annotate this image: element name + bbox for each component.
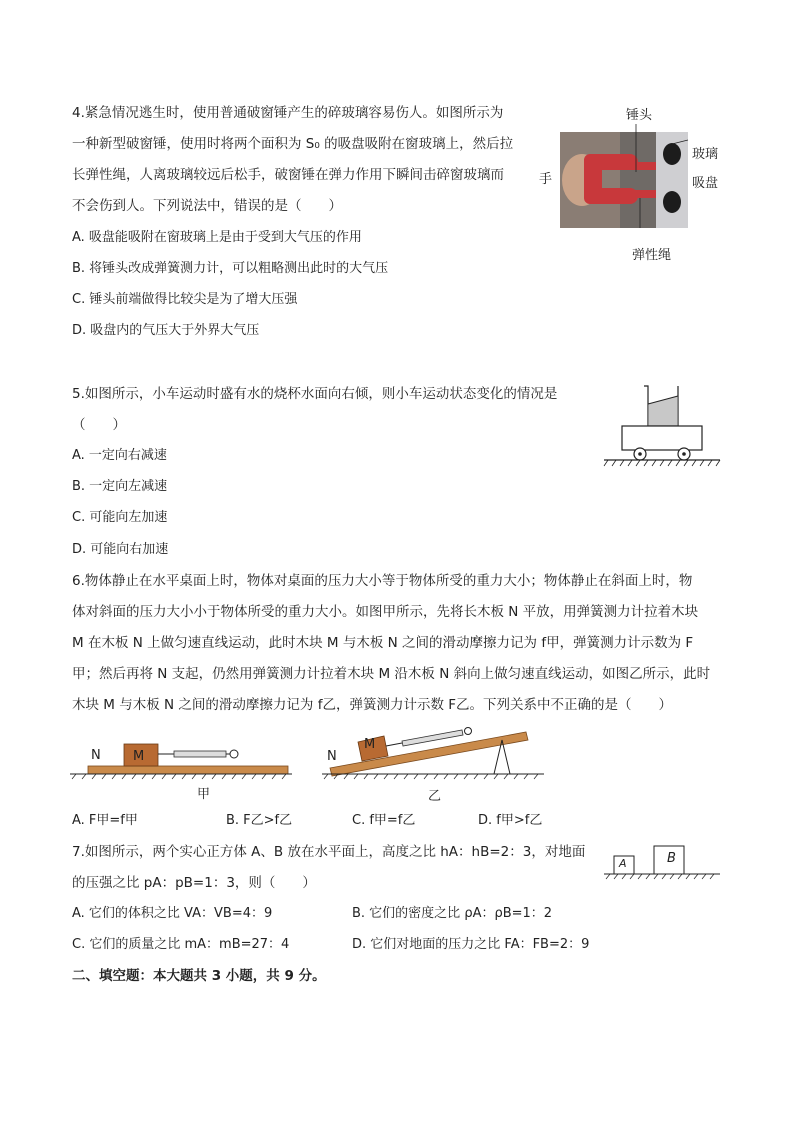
section-2-heading: 二、填空题：本大题共 3 小题，共 9 分。: [72, 968, 326, 984]
cart-beaker-figure: [604, 382, 720, 472]
q7-option-c: C. 它们的质量之比 mA：mB=27：4: [72, 937, 290, 952]
q4-label-hand: 手: [539, 172, 553, 187]
q7-option-d: D. 它们对地面的压力之比 FA：FB=2：9: [352, 937, 590, 952]
q7-text-line-1: 7.如图所示，两个实心正方体 A、B 放在水平面上，高度之比 hA：hB=2：3，对地面: [72, 844, 586, 860]
figure-jia-horizontal-board: [70, 732, 292, 786]
q4-option-a: A. 吸盘能吸附在窗玻璃上是由于受到大气压的作用: [72, 230, 362, 245]
q5-option-d: D. 可能向右加速: [72, 542, 169, 557]
q7-label-cube-b: B: [667, 851, 676, 866]
q4-option-c: C. 锤头前端做得比较尖是为了增大压强: [72, 292, 298, 307]
q6-label-m-yi: M: [364, 737, 376, 752]
q4-option-b: B. 将锤头改成弹簧测力计，可以粗略测出此时的大气压: [72, 261, 389, 276]
q7-label-cube-a: A: [619, 857, 627, 870]
q6-caption-jia: 甲: [197, 787, 211, 802]
q6-option-c: C. f甲=f乙: [352, 813, 416, 828]
q6-text-line-4: 甲；然后再将 N 支起，仍然用弹簧测力计拉着木块 M 沿木板 N 斜向上做匀速直线运动，如图乙所示，此时: [72, 666, 711, 682]
q5-text-line-1: 5.如图所示，小车运动时盛有水的烧杯水面向右倾，则小车运动状态变化的情况是: [72, 386, 558, 402]
q6-label-n-jia: N: [91, 748, 101, 763]
q6-option-b: B. F乙>f乙: [226, 813, 293, 828]
q6-label-n-yi: N: [327, 749, 337, 764]
q7-option-b: B. 它们的密度之比 ρA：ρB=1：2: [352, 906, 553, 921]
q4-label-hammer: 锤头: [626, 108, 653, 123]
q5-option-c: C. 可能向左加速: [72, 510, 168, 525]
q4-text-line-4: 不会伤到人。下列说法中，错误的是（ ）: [72, 198, 342, 214]
q6-text-line-3: M 在木板 N 上做匀速直线运动，此时木块 M 与木板 N 之间的滑动摩擦力记为 f甲，弹簧测力计示数为 F: [72, 635, 694, 651]
q6-option-d: D. f甲>f乙: [478, 813, 543, 828]
q7-text-line-2: 的压强之比 pA：pB=1：3，则（ ）: [72, 875, 316, 891]
q4-label-glass: 玻璃: [692, 147, 719, 162]
q4-label-cup: 吸盘: [692, 176, 719, 191]
hammer-photo: [560, 132, 688, 228]
q5-option-b: B. 一定向左减速: [72, 479, 168, 494]
q4-text-line-1: 4.紧急情况逃生时，使用普通破窗锤产生的碎玻璃容易伤人。如图所示为: [72, 105, 504, 121]
q4-text-line-3: 长弹性绳，人离玻璃较远后松手，破窗锤在弹力作用下瞬间击碎窗玻璃而: [72, 167, 504, 183]
q4-option-d: D. 吸盘内的气压大于外界大气压: [72, 323, 260, 338]
q6-text-line-5: 木块 M 与木板 N 之间的滑动摩擦力记为 f乙，弹簧测力计示数 F乙。下列关系中不正确的是（ ）: [72, 697, 673, 713]
q6-label-m-jia: M: [133, 749, 145, 764]
q4-label-cord: 弹性绳: [632, 248, 672, 263]
q6-text-line-1: 6.物体静止在水平桌面上时，物体对桌面的压力大小等于物体所受的重力大小；物体静止在斜面上时，物: [72, 573, 693, 589]
q5-option-a: A. 一定向右减速: [72, 448, 167, 463]
figure-yi-inclined-board: [322, 728, 544, 786]
q7-option-a: A. 它们的体积之比 VA：VB=4：9: [72, 906, 273, 921]
q4-text-line-2: 一种新型破窗锤，使用时将两个面积为 S₀ 的吸盘吸附在窗玻璃上，然后拉: [72, 136, 514, 152]
q6-option-a: A. F甲=f甲: [72, 813, 138, 828]
q5-text-line-2: （ ）: [72, 417, 126, 433]
q6-caption-yi: 乙: [428, 789, 442, 804]
q6-text-line-2: 体对斜面的压力大小小于物体所受的重力大小。如图甲所示，先将长木板 N 平放，用弹簧测力计拉着木块: [72, 604, 699, 620]
